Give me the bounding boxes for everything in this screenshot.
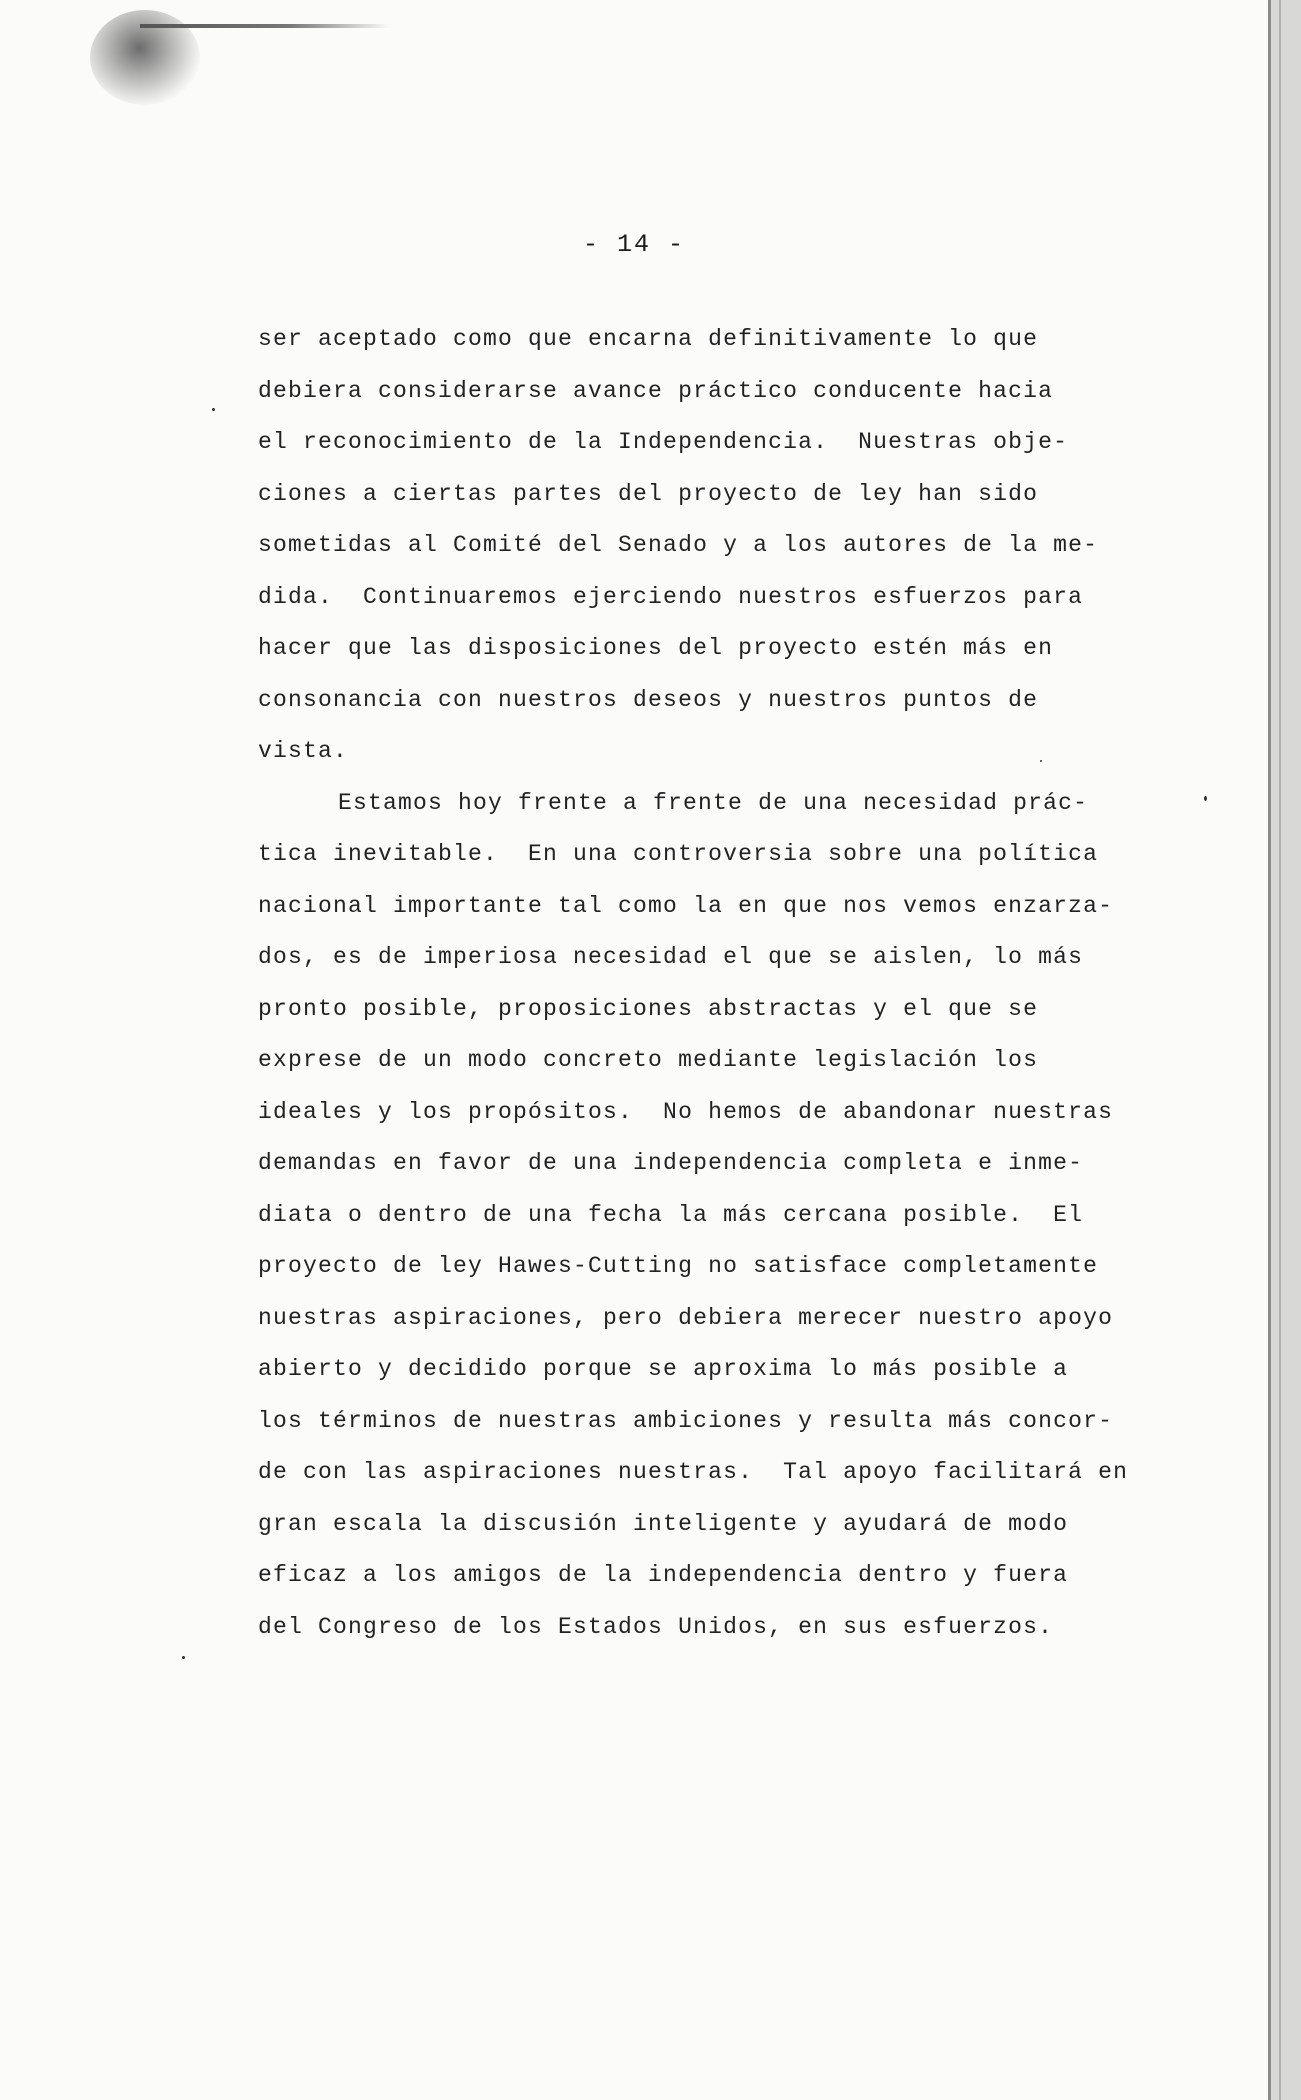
text-line: consonancia con nuestros deseos y nuestros puntos de — [258, 686, 1039, 713]
text-line: hacer que las disposiciones del proyecto estén más en — [258, 635, 1054, 661]
text-line: demandas en favor de una independencia completa e inme- — [258, 1150, 1084, 1176]
text-line: nacional importante tal como la en que nos vemos enzarza- — [258, 892, 1114, 919]
text-line: ideales y los propósitos. No hemos de abandonar nuestras — [258, 1098, 1114, 1125]
scan-speck — [212, 408, 215, 411]
text-line: exprese de un modo concreto mediante legislación los — [258, 1047, 1039, 1073]
text-line: debiera considerarse avance práctico conducente hacia — [258, 377, 1054, 404]
page-number: - 14 - — [582, 230, 685, 259]
text-line: gran escala la discusión inteligente y ayudará de modo — [258, 1510, 1069, 1537]
text-line: nuestras aspiraciones, pero debiera merecer nuestro apoyo — [258, 1304, 1114, 1331]
scan-speck — [1040, 760, 1042, 762]
text-line: pronto posible, proposiciones abstractas y el que se — [258, 995, 1039, 1022]
text-line: de con las aspiraciones nuestras. Tal apoyo facilitará en — [258, 1459, 1129, 1485]
page-edge — [1268, 0, 1301, 2100]
text-line: sometidas al Comité del Senado y a los autores de la me- — [258, 532, 1099, 558]
text-line: ciones a ciertas partes del proyecto de ley han sido — [258, 480, 1039, 507]
text-line: del Congreso de los Estados Unidos, en sus esfuerzos. — [258, 1613, 1054, 1640]
text-line: los términos de nuestras ambiciones y resulta más concor- — [258, 1407, 1114, 1434]
text-line: diata o dentro de una fecha la más cercana posible. El — [258, 1201, 1084, 1228]
text-line: eficaz a los amigos de la independencia dentro y fuera — [258, 1562, 1069, 1588]
body-text — [258, 314, 1178, 1653]
text-line: abierto y decidido porque se aproxima lo más posible a — [258, 1356, 1069, 1382]
text-line: proyecto de ley Hawes-Cutting no satisface completamente — [258, 1253, 1099, 1279]
scan-speck — [182, 1656, 185, 1659]
text-line: dida. Continuaremos ejerciendo nuestros esfuerzos para — [258, 583, 1084, 610]
text-line: vista. — [258, 738, 349, 764]
text-line: tica inevitable. En una controversia sobre una política — [258, 841, 1099, 867]
text-line: dos, es de imperiosa necesidad el que se aislen, lo más — [258, 944, 1084, 970]
text-line: ser aceptado como que encarna definitivamente lo que — [258, 326, 1039, 352]
text-line: el reconocimiento de la Independencia. Nuestras obje- — [258, 429, 1069, 455]
scan-streak — [140, 24, 390, 28]
scan-speck — [1204, 796, 1207, 801]
paragraph-first-line: Estamos hoy frente a frente de una necesidad prác- — [338, 789, 1089, 816]
